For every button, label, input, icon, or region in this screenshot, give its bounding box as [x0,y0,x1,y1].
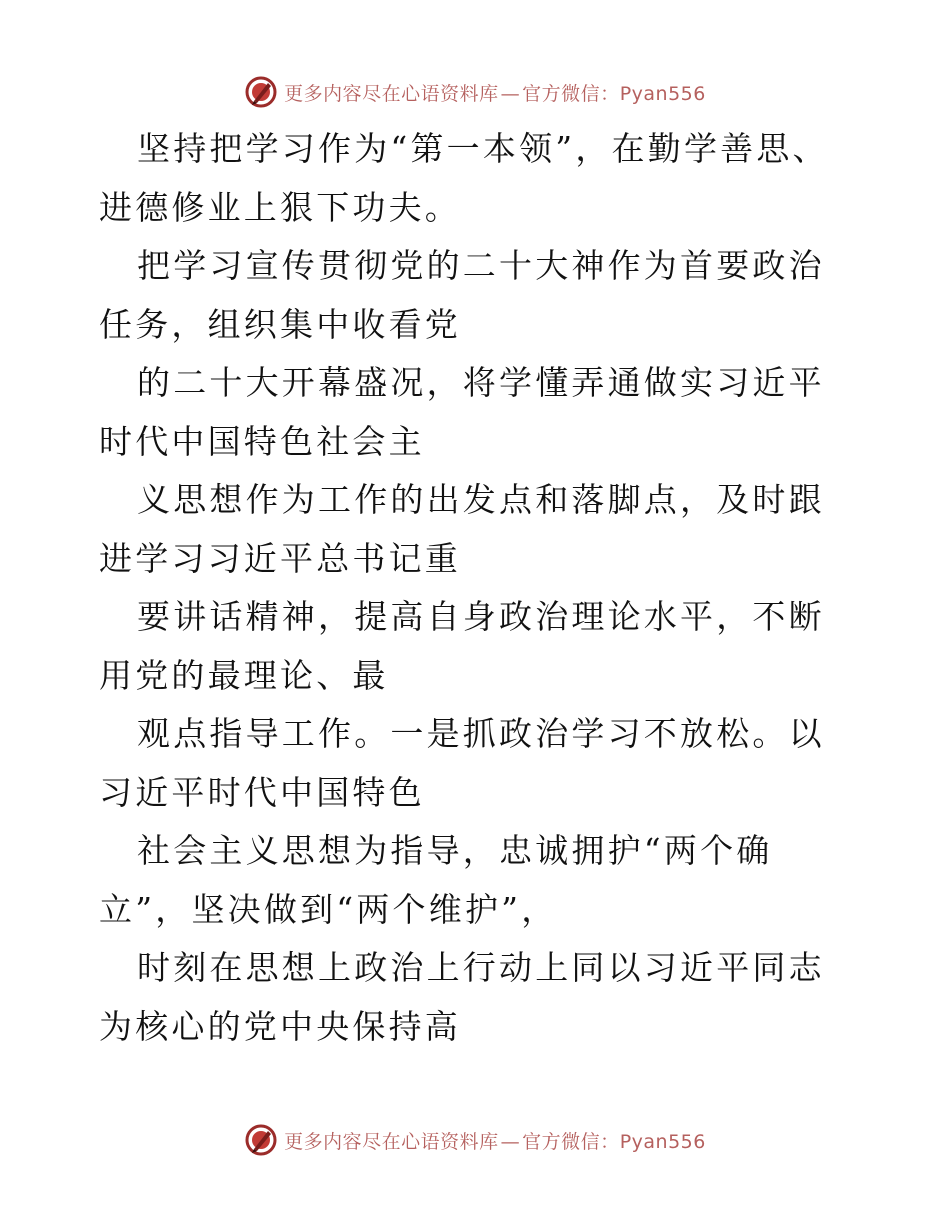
red-pen-circle-icon [244,1123,278,1157]
footer-brand [284,1127,706,1154]
body-paragraph: 要讲话精神，提高自身政治理论水平，不断用党的最理论、最 [99,597,825,695]
footer-wechat-label: 官方微信： [522,1130,620,1153]
body-paragraph: 的二十大开幕盛况，将学懂弄通做实习近平时代中国特色社会主 [99,363,825,461]
header-wechat-label: 官方微信： [522,82,620,105]
header-banner [0,72,950,112]
red-pen-circle-icon [244,75,278,109]
body-paragraph: 坚持把学习作为“第一本领”，在勤学善思、进德修业上狠下功夫。 [99,129,829,227]
header-wechat-id: Pyan556 [619,82,706,105]
header-brand-text: 更多内容尽在心语资料库 [284,82,499,105]
body-paragraph: 把学习宣传贯彻党的二十大神作为首要政治任务，组织集中收看党 [99,246,825,344]
body-paragraph: 义思想作为工作的出发点和落脚点，及时跟进学习习近平总书记重 [99,480,825,578]
footer-brand-text: 更多内容尽在心语资料库 [284,1130,499,1153]
header-brand [284,79,706,106]
footer-banner [0,1120,950,1160]
document-body [99,120,859,1056]
header-separator: — [500,82,521,105]
footer-separator: — [500,1130,521,1153]
footer-wechat-id: Pyan556 [619,1130,706,1153]
body-paragraph: 时刻在思想上政治上行动上同以习近平同志为核心的党中央保持高 [99,948,825,1046]
body-paragraph: 社会主义思想为指导，忠诚拥护“两个确立”，坚决做到“两个维护”， [99,831,773,929]
body-paragraph: 观点指导工作。一是抓政治学习不放松。以习近平时代中国特色 [99,714,825,812]
